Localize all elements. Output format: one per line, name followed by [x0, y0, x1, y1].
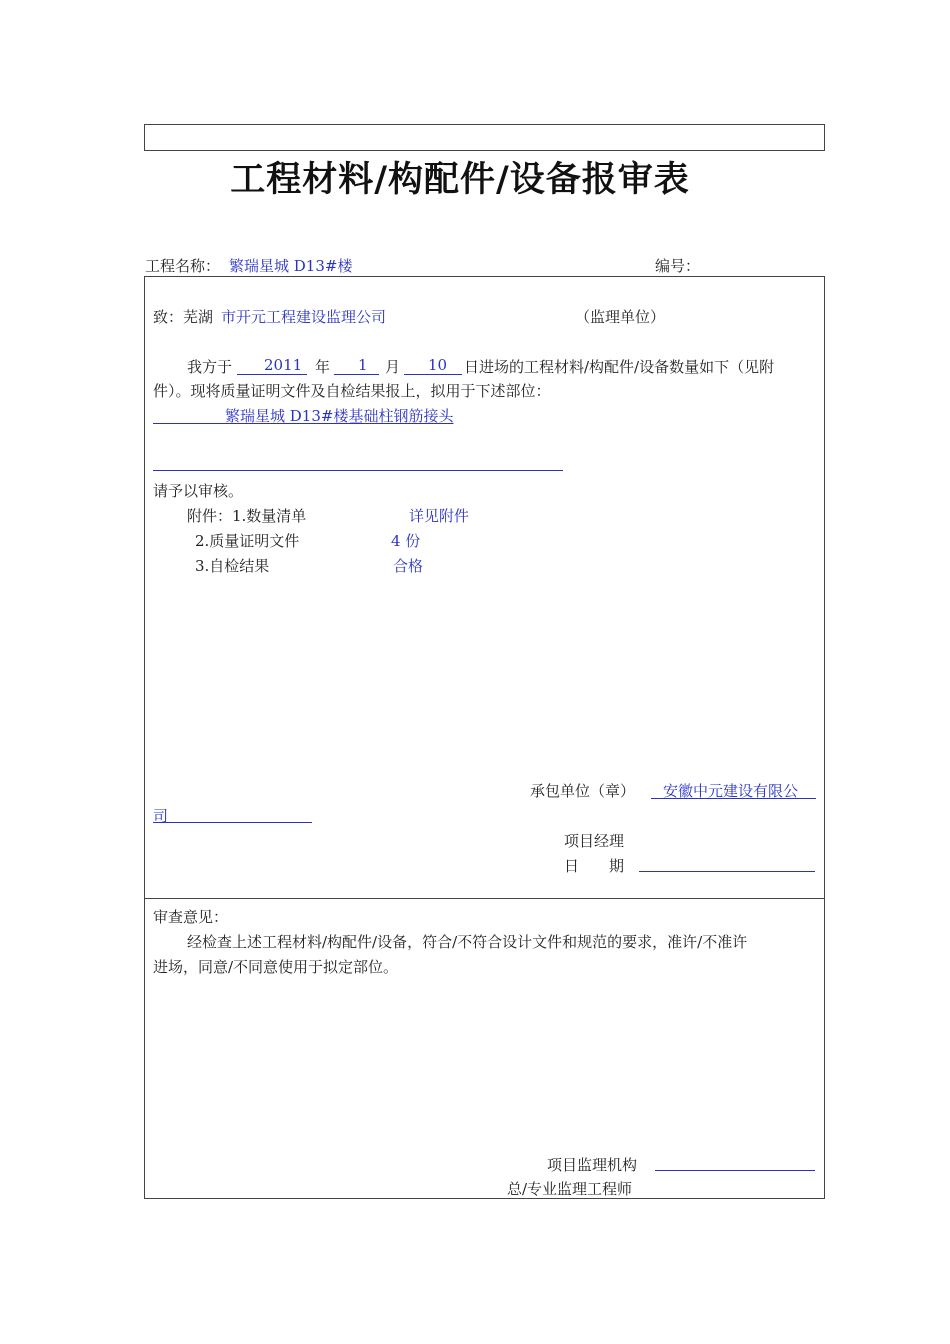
attachment-1-value: 详见附件 [409, 507, 470, 525]
review-line2: 进场，同意/不同意使用于拟定部位。 [153, 958, 399, 976]
document-title: 工程材料/构配件/设备报审表 [230, 159, 690, 200]
org-label: 项目监理机构 [547, 1156, 638, 1174]
attachment-3-value: 合格 [393, 557, 424, 575]
to-prefix: 致：芜湖 [153, 308, 214, 326]
para-rest: 日进场的工程材料/构配件/设备数量如下（见附 [464, 358, 775, 376]
para-start: 我方于 [187, 358, 233, 376]
contractor-name-1: 安徽中元建设有限公 [663, 782, 799, 800]
day-value: 10 [428, 356, 448, 374]
request-text: 请予以审核。 [153, 482, 244, 500]
attachment-1-label: 附件：1.数量清单 [187, 507, 307, 525]
year-label: 年 [315, 358, 331, 376]
project-label: 工程名称： [145, 257, 221, 275]
project-name: 繁瑞星城 D13#楼 [229, 257, 353, 275]
review-label: 审查意见： [153, 908, 229, 926]
to-company: 市开元工程建设监理公司 [221, 308, 387, 326]
org-underline [655, 1170, 815, 1171]
engineer-label: 总/专业监理工程师 [507, 1180, 633, 1198]
year-value: 2011 [264, 356, 303, 374]
location-value: 繁瑞星城 D13#楼基础柱钢筋接头 [225, 407, 454, 425]
date-underline [639, 871, 815, 872]
review-line1: 经检查上述工程材料/构配件/设备，符合/不符合设计文件和规范的要求，准许/不准许 [187, 933, 748, 951]
contractor-underline-2 [153, 822, 312, 823]
pm-label: 项目经理 [564, 832, 625, 850]
month-value: 1 [358, 356, 368, 374]
top-empty-box [144, 124, 825, 151]
month-label: 月 [385, 358, 401, 376]
para-line2: 件）。现将质量证明文件及自检结果报上，拟用于下述部位： [153, 382, 551, 400]
attachment-2-label: 2.质量证明文件 [195, 532, 300, 550]
to-suffix: （监理单位） [575, 308, 666, 326]
attachment-3-label: 3.自检结果 [195, 557, 270, 575]
attachment-2-value: 4 份 [391, 532, 421, 550]
month-underline [334, 374, 379, 375]
contractor-name-2: 司 [153, 807, 169, 825]
year-underline [237, 374, 307, 375]
location-underline-blank [153, 470, 563, 471]
date-label: 日 期 [564, 857, 625, 875]
number-label: 编号： [655, 257, 701, 275]
day-underline [404, 374, 462, 375]
table-divider [145, 898, 825, 899]
contractor-label: 承包单位（章） [530, 782, 636, 800]
location-underline-lead [153, 423, 225, 424]
